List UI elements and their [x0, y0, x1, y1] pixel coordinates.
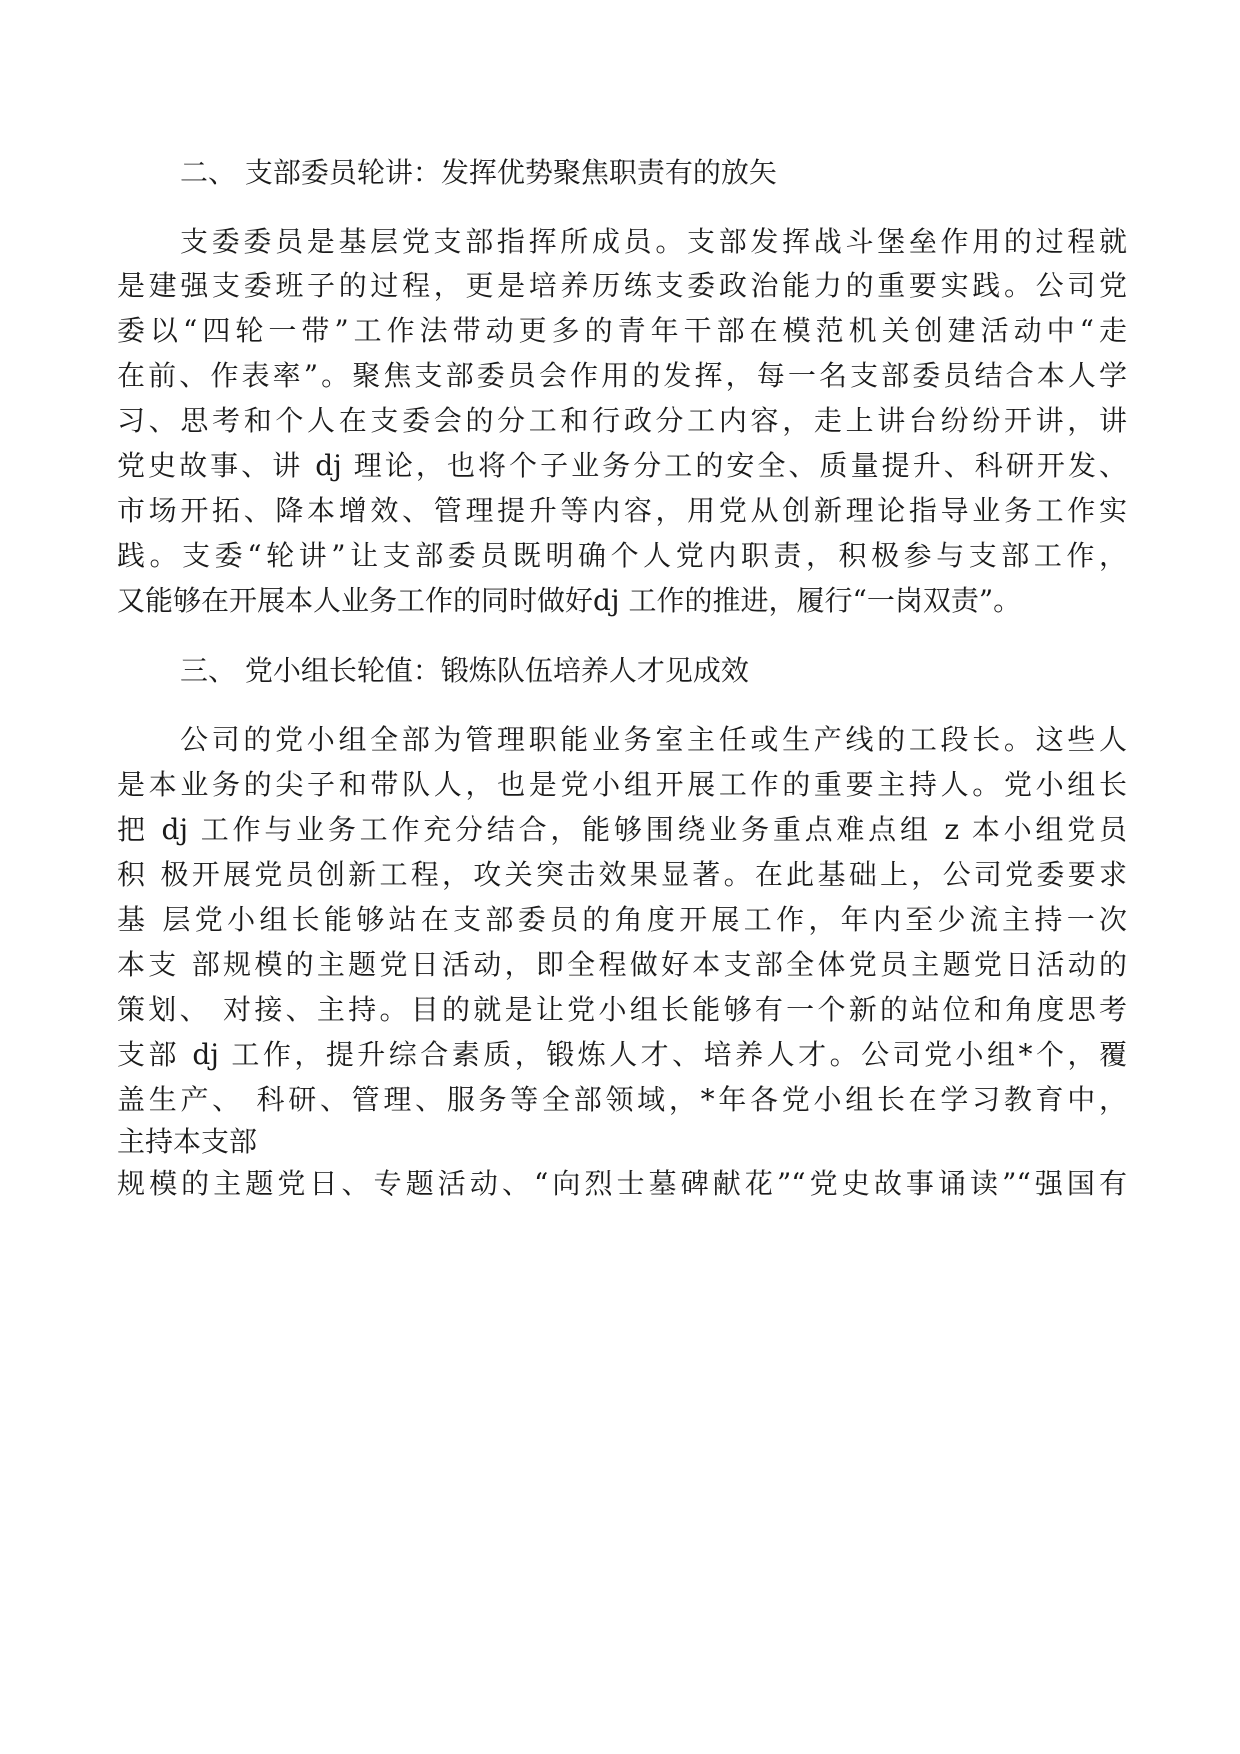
section-3-paragraph-line: 主持本支部	[117, 1125, 258, 1158]
section-2-paragraph-line: 委以“四轮一带”工作法带动更多的青年干部在模范机关创建活动中“走	[117, 314, 1127, 347]
section-3-paragraph-line: 支部 dj 工作，提升综合素质，锻炼人才、培养人才。公司党小组*个，覆	[117, 1038, 1127, 1071]
section-2-paragraph-line: 支委委员是基层党支部指挥所成员。支部发挥战斗堡垒作用的过程就	[180, 225, 1127, 258]
section-2-paragraph-line: 在前、作表率”。聚焦支部委员会作用的发挥，每一名支部委员结合本人学	[117, 359, 1127, 392]
section-3-paragraph-line: 公司的党小组全部为管理职能业务室主任或生产线的工段长。这些人	[180, 723, 1127, 756]
section-2-paragraph-line: 习、思考和个人在支委会的分工和行政分工内容，走上讲台纷纷开讲，讲	[117, 404, 1127, 437]
section-2-paragraph-line: 又能够在开展本人业务工作的同时做好dj 工作的推进，履行“一岗双责”。	[117, 584, 1022, 617]
section-3-paragraph-line: 把 dj 工作与业务工作充分结合，能够围绕业务重点难点组 z 本小组党员	[117, 813, 1127, 846]
section-3-paragraph-line: 是本业务的尖子和带队人，也是党小组开展工作的重要主持人。党小组长	[117, 768, 1127, 801]
section-3-paragraph-line: 基 层党小组长能够站在支部委员的角度开展工作，年内至少流主持一次	[117, 903, 1127, 936]
section-3-heading: 三、 党小组长轮值：锻炼队伍培养人才见成效	[180, 654, 749, 687]
section-3-paragraph-line: 规模的主题党日、专题活动、“向烈士墓碑献花”“党史故事诵读”“强国有	[117, 1167, 1127, 1200]
section-2-paragraph-line: 市场开拓、降本增效、管理提升等内容，用党从创新理论指导业务工作实	[117, 494, 1127, 527]
section-2-heading: 二、 支部委员轮讲：发挥优势聚焦职责有的放矢	[180, 156, 777, 189]
section-3-paragraph-line: 盖生产、 科研、管理、服务等全部领域，*年各党小组长在学习教育中，	[117, 1083, 1127, 1116]
section-2-paragraph-line: 是建强支委班子的过程，更是培养历练支委政治能力的重要实践。公司党	[117, 269, 1127, 302]
section-2-paragraph-line: 党史故事、讲 dj 理论，也将个子业务分工的安全、质量提升、科研开发、	[117, 449, 1127, 482]
section-2-paragraph-line: 践。支委“轮讲”让支部委员既明确个人党内职责，积极参与支部工作，	[117, 539, 1127, 572]
section-3-paragraph-line: 本支 部规模的主题党日活动，即全程做好本支部全体党员主题党日活动的	[117, 948, 1127, 981]
section-3-paragraph-line: 积 极开展党员创新工程，攻关突击效果显著。在此基础上，公司党委要求	[117, 858, 1127, 891]
section-3-paragraph-line: 策划、 对接、主持。目的就是让党小组长能够有一个新的站位和角度思考	[117, 993, 1127, 1026]
